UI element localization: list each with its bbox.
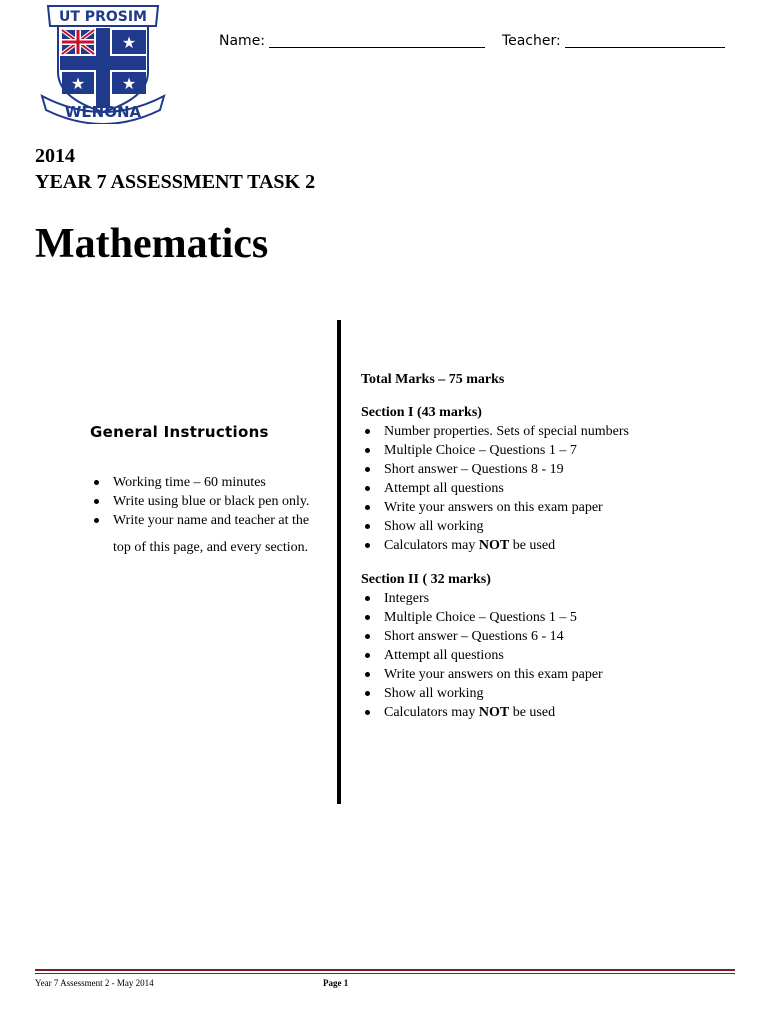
total-marks: Total Marks – 75 marks (361, 372, 505, 387)
name-label: Name: (219, 33, 266, 49)
school-crest-logo (38, 0, 168, 124)
svg-text:★: ★ (70, 76, 86, 93)
section-1-item: Short answer – Questions 8 - 19 (361, 460, 761, 479)
general-instructions-heading: General Instructions (90, 423, 269, 441)
crest-motto: UT PROSIM (59, 9, 147, 25)
footer-rule (35, 973, 735, 974)
section-1-item: Show all working (361, 517, 761, 536)
marks-breakdown (361, 370, 761, 722)
instruction-continuation: top of this page, and every section. (113, 540, 309, 555)
instruction-item: Write using blue or black pen only. (90, 492, 340, 511)
section-1-heading: Section I (43 marks) (361, 405, 482, 420)
section-2-calculator-item: Calculators may NOT be used (361, 703, 761, 722)
section-1-calculator-item: Calculators may NOT be used (361, 536, 761, 555)
section-1-list (361, 422, 761, 555)
section-2-item: Attempt all questions (361, 646, 761, 665)
section-1-item: Attempt all questions (361, 479, 761, 498)
exam-year: 2014 (35, 145, 75, 167)
section-2-item: Multiple Choice – Questions 1 – 5 (361, 608, 761, 627)
teacher-label: Teacher: (501, 33, 561, 49)
instruction-item: Write your name and teacher at the (90, 511, 340, 530)
instruction-item: Working time – 60 minutes (90, 473, 340, 492)
section-1-item: Multiple Choice – Questions 1 – 7 (361, 441, 761, 460)
section-2-item: Short answer – Questions 6 - 14 (361, 627, 761, 646)
section-2-item: Write your answers on this exam paper (361, 665, 761, 684)
page-number: Page 1 (323, 978, 349, 988)
svg-text:★: ★ (121, 35, 137, 52)
section-1-item: Write your answers on this exam paper (361, 498, 761, 517)
footer-text: Year 7 Assessment 2 - May 2014 (35, 978, 154, 988)
section-2-item: Integers (361, 589, 761, 608)
crest-school-name: WENONA (64, 103, 142, 121)
name-teacher-line (219, 33, 725, 49)
section-1-item: Number properties. Sets of special numbers (361, 422, 761, 441)
assessment-task-title: YEAR 7 ASSESSMENT TASK 2 (35, 171, 316, 193)
footer-rule (35, 969, 735, 971)
general-instructions (90, 473, 340, 557)
teacher-field[interactable] (565, 33, 725, 48)
svg-text:★: ★ (121, 76, 137, 93)
section-2-item: Show all working (361, 684, 761, 703)
name-field[interactable] (269, 33, 485, 48)
column-divider (337, 320, 341, 804)
section-2-list (361, 589, 761, 722)
section-2-heading: Section II ( 32 marks) (361, 572, 491, 587)
subject-title: Mathematics (35, 221, 269, 267)
